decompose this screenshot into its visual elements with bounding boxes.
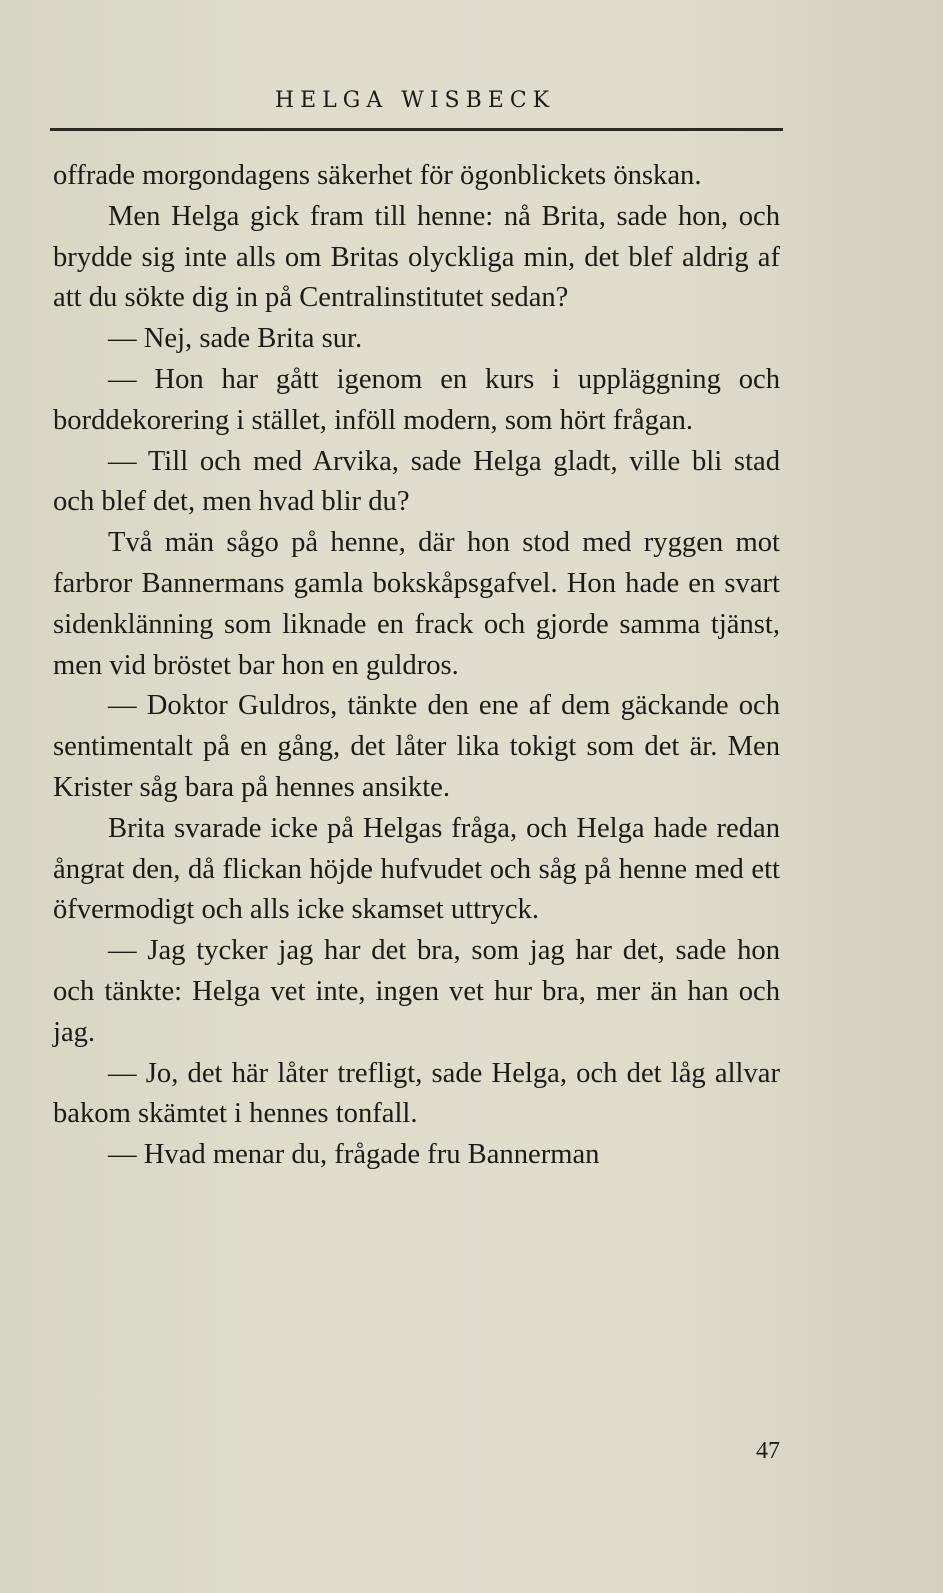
paragraph: offrade morgondagens säkerhet för ögonblickets önskan. [53,160,702,191]
paragraph: — Till och med Arvika, sade Helga gladt, ville bli stad och blef det, men hvad blir du? [53,445,780,518]
paragraph: — Doktor Guldros, tänkte den ene af dem gäckande och sentimentalt på en gång, det låter lika tokigt som det är. Men Krister såg bara på hennes ansikte. [53,690,780,803]
paragraph: — Jag tycker jag har det bra, som jag har det, sade hon och tänkte: Helga vet inte, ingen vet hur bra, mer än han och jag. [53,935,780,1048]
paragraph: — Jo, det här låter trefligt, sade Helga, och det låg allvar bakom skämtet i hennes tonfall. [53,1057,780,1130]
paragraph: — Nej, sade Brita sur. [108,323,363,355]
paragraph: Brita svarade icke på Helgas fråga, och Helga hade redan ångrat den, då flickan höjde hufvudet och såg på henne med ett öfvermodigt och alls icke skamset uttryck. [53,812,780,926]
paragraph: — Hon har gått igenom en kurs i uppläggning och borddekorering i stället, inföll modern, som hört frågan. [53,363,780,436]
paragraph: Men Helga gick fram till henne: nå Brita, sade hon, och brydde sig inte alls om Britas olyckliga min, det blef aldrig af att du sökte dig in på Centralinstitutet sedan? [53,200,780,314]
page-number: 47 [756,1438,780,1464]
header-rule [50,128,783,131]
page-body [53,156,780,1176]
paragraph: Två män sågo på henne, där hon stod med ryggen mot farbror Bannermans gamla bokskåpsgafvel. Hon hade en svart sidenklänning som liknade en frack och gjorde samma tjänst, men vid bröstet bar hon en guldros. [53,527,780,681]
running-header: HELGA WISBECK [274,88,556,113]
paragraph: — Hvad menar du, frågade fru Bannerman [108,1139,600,1171]
